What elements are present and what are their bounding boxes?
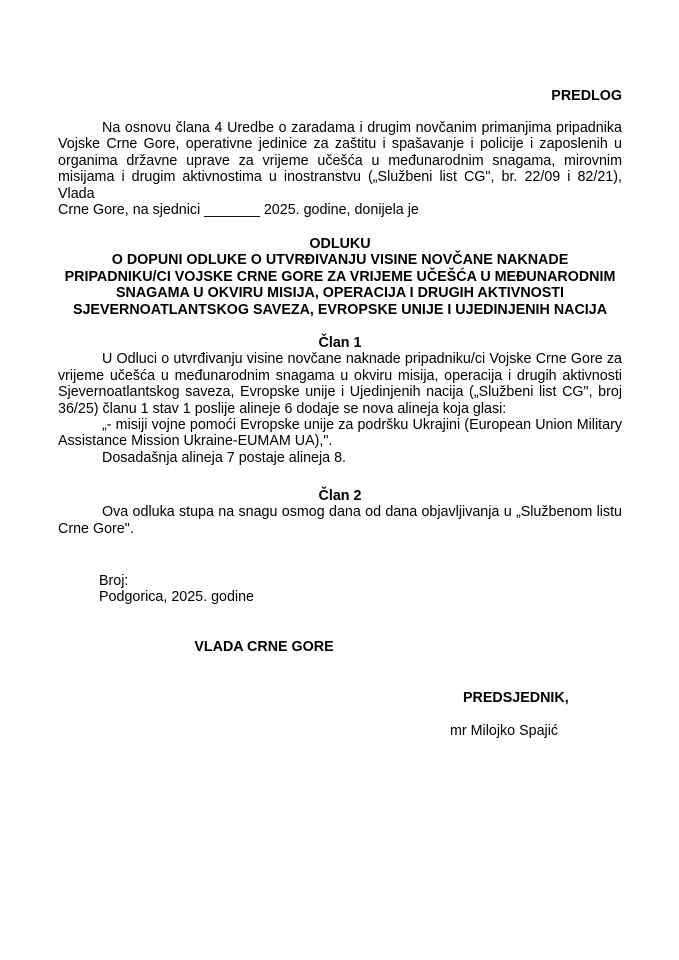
- decision-title-line: PRIPADNIKU/CI VOJSKE CRNE GORE ZA VRIJEME UČEŠĆA U MEĐUNARODNIM: [64, 268, 616, 285]
- signatory-name-text: mr Milojko Spajić: [450, 723, 559, 739]
- preamble-line: misijama i drugim aktivnostima u inostranstvu („Službeni list CG", br. 22/09 i 82/21), Vlada: [58, 169, 622, 202]
- decision-heading: ODLUKU: [309, 236, 371, 252]
- signatory-name: [450, 723, 650, 739]
- article-1-quote-line: „- misiji vojne pomoći Evropske unije za podršku Ukrajini (European Union Military: [102, 417, 622, 434]
- preamble-line: organima državne uprave za vrijeme učešća u međunarodnim snagama, mirovnim: [58, 152, 622, 169]
- reference-number: Broj:: [99, 573, 129, 589]
- article-2-heading: Član 2: [318, 488, 362, 504]
- government-name-text: VLADA CRNE GORE: [194, 639, 334, 655]
- decision-title-line: SNAGAMA U OKVIRU MISIJA, OPERACIJA I DRUGIH AKTIVNOSTI: [116, 285, 564, 302]
- proposal-label: [58, 88, 622, 104]
- proposal-label-text: PREDLOG: [551, 88, 622, 104]
- preamble: [58, 120, 622, 218]
- decision-title-line: SJEVERNOATLANTSKOG SAVEZA, EVROPSKE UNIJE I UJEDINJENIH NACIJA: [72, 301, 608, 318]
- preamble-line: Crne Gore, na sjednici _______ 2025. godine, donijela je: [58, 202, 419, 219]
- place-date: Podgorica, 2025. godine: [99, 589, 255, 606]
- article-1-heading: Član 1: [318, 335, 362, 351]
- article-1-closing: Dosadašnja alineja 7 postaje alineja 8.: [102, 449, 347, 466]
- article-2-line: Ova odluka stupa na snagu osmog dana od dana objavljivanja u „Službenom listu: [102, 504, 622, 521]
- preamble-line: Vojske Crne Gore, operativne jedinice za zaštitu i spašavanje i policije i zaposlenih u: [58, 136, 622, 153]
- article-1-line: Sjevernoatlantskog saveza, Evropske unije i Ujedinjenih nacija („Službeni list CG", broj: [58, 384, 622, 401]
- article-2: [58, 488, 622, 537]
- preamble-line: Na osnovu člana 4 Uredbe o zaradama i drugim novčanim primanjima pripadnika: [102, 120, 622, 136]
- article-1: [58, 335, 622, 466]
- decision-title-line: O DOPUNI ODLUKE O UTVRĐIVANJU VISINE NOVČANE NAKNADE: [111, 252, 569, 269]
- article-2-line: Crne Gore".: [58, 520, 134, 537]
- article-1-line: vrijeme učešća u međunarodnim snagama u okviru misija, operacija i drugih aktivnosti: [58, 367, 622, 384]
- article-1-line: 36/25) članu 1 stav 1 poslije alineje 6 dodaje se nova alineja koja glasi:: [58, 400, 507, 417]
- signatory-role-text: PREDSJEDNIK,: [463, 690, 569, 706]
- article-1-quote-line: Assistance Mission Ukraine-EUMAM UA),".: [58, 433, 333, 450]
- article-1-line: U Odluci o utvrđivanju visine novčane naknade pripadniku/ci Vojske Crne Gore za: [102, 351, 622, 368]
- government-name: [58, 639, 470, 655]
- decision-title: [58, 236, 622, 318]
- document-footer: [99, 573, 399, 606]
- signatory-role: [463, 690, 663, 706]
